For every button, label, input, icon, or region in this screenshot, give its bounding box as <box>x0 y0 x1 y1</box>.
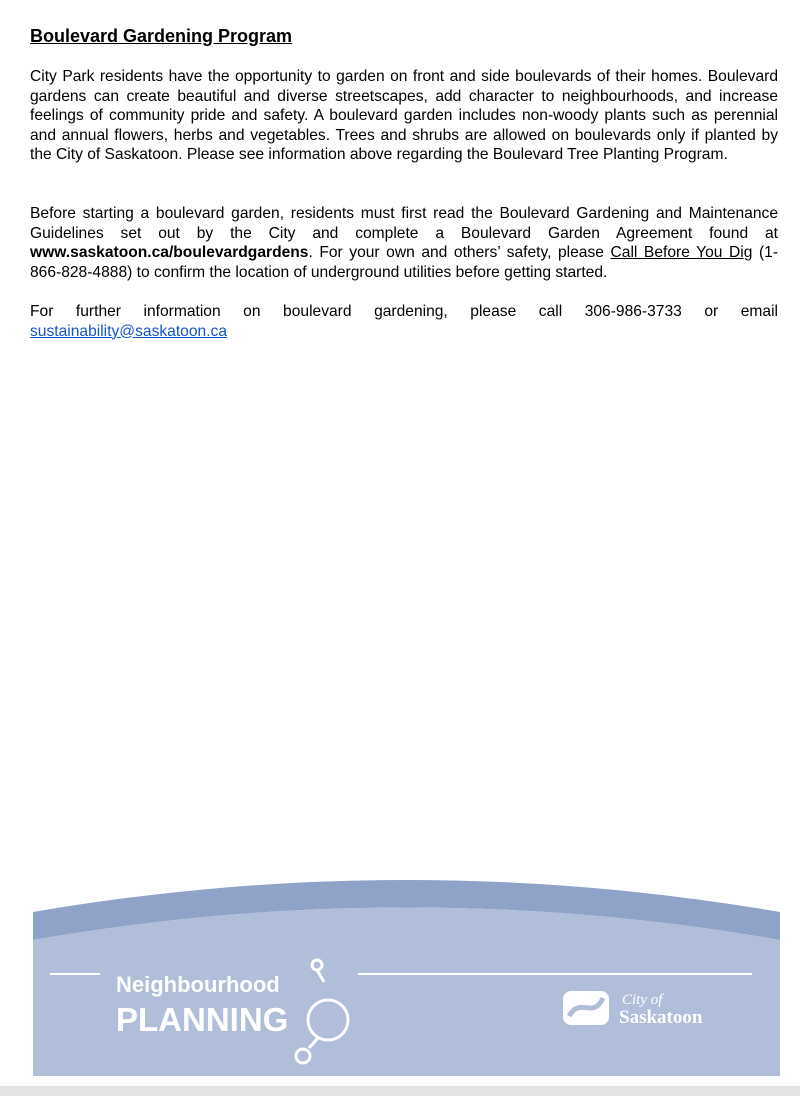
call-before-you-dig-link[interactable]: Call Before You Dig <box>610 244 753 262</box>
page-bottom-edge <box>0 1086 800 1096</box>
utilities-text: (1-866-828-4888) to confirm the location of underground utilities before getting started. <box>30 244 779 281</box>
section-title: Boulevard Gardening Program <box>30 26 293 46</box>
paragraph-intro: City Park residents have the opportunity to garden on front and side boulevards of their homes. Boulevard gardens can create beautiful and diverse streetscapes, add character to neighbourhoods, and increase feelings of community pride and safety. A boulevard garden includes non-woody plants such as perennial and annual flowers, herbs and vegetables. Trees and shrubs are allowed on boulevards only if planted by the City of Saskatoon. Please see information above regarding the Boulevard Tree Planting Program. <box>30 68 778 164</box>
guidelines-text: Before starting a boulevard garden, residents must first read the Boulevard Gardening and Maintenance Guidelines set out by the City and complete a Boulevard Garden Agreement found at <box>30 205 778 242</box>
logo-planning-text: PLANNING <box>116 1001 289 1038</box>
footer-banner <box>0 870 800 1096</box>
paragraph-contact <box>30 302 778 341</box>
safety-text: . For your own and others’ safety, please <box>308 244 611 262</box>
sustainability-email-link[interactable]: sustainability@saskatoon.ca <box>30 322 227 340</box>
saskatoon-text: Saskatoon <box>619 1007 703 1028</box>
contact-text: For further information on boulevard gardening, please call 306-986-3733 or email <box>30 303 778 320</box>
city-of-text: City of <box>622 992 663 1008</box>
paragraph-guidelines <box>30 204 778 282</box>
logo-neighbourhood-text: Neighbourhood <box>116 972 280 997</box>
saskatoon-s-logo-icon <box>563 991 609 1025</box>
boulevard-gardens-url: www.saskatoon.ca/boulevardgardens <box>30 244 309 262</box>
